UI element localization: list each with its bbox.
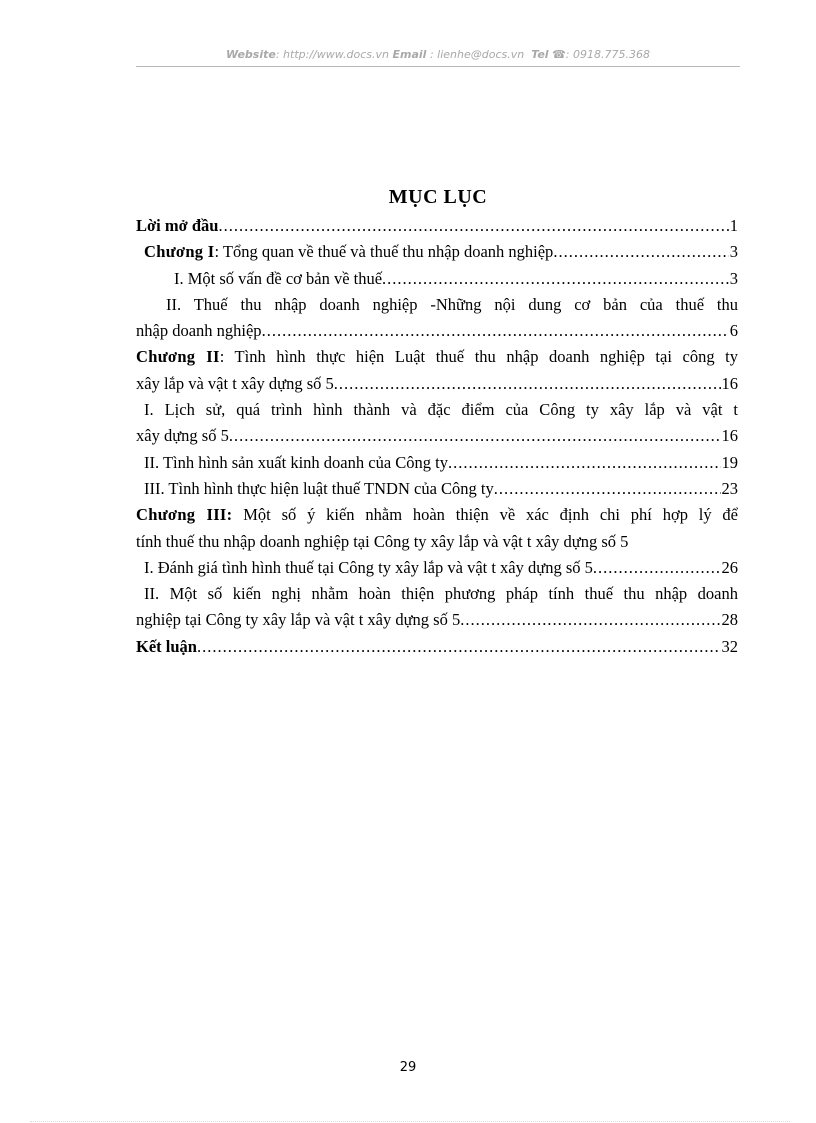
toc-entry-3-1: [136, 555, 738, 581]
toc-entry-2-3: [136, 476, 738, 502]
toc-text: : Tình hình thực hiện Luật thuế thu nhập doanh nghiệp tại công ty: [219, 347, 738, 367]
toc-text: nghiệp tại Công ty xây lắp và vật t xây dựng số 5: [136, 610, 461, 630]
website-url: : http://www.docs.vn: [275, 48, 390, 61]
table-of-contents: [136, 213, 738, 660]
dot-leader: [262, 318, 729, 344]
toc-page: 16: [721, 373, 738, 393]
chapter-label: Chương I: [144, 242, 215, 262]
email-label: Email: [392, 48, 427, 61]
toc-text: xây lắp và vật t xây dựng số 5: [136, 373, 334, 393]
tel-number: : 0918.775.368: [565, 48, 650, 61]
toc-page: 32: [721, 636, 738, 656]
toc-entry-chapter-3-line2: [136, 529, 738, 555]
toc-entry-2-1-line1: I. Lịch sử, quá trình hình thành và đặc điểm của Công ty xây lắp và vật t: [144, 400, 738, 420]
dot-leader: [334, 371, 721, 397]
toc-entry-intro: [136, 213, 738, 239]
dot-leader: [553, 239, 728, 265]
toc-text: Một số ý kiến nhằm hoàn thiện về xác định chi phí hợp lý để: [243, 505, 738, 525]
dot-leader: [460, 607, 720, 633]
toc-page: 1: [729, 216, 738, 235]
phone-icon: ☎: [552, 48, 566, 61]
page-title: MỤC LỤC: [388, 186, 488, 208]
email-address: : lienhe@docs.vn: [426, 48, 525, 61]
toc-text: xây dựng số 5: [136, 426, 229, 446]
chapter-label: Chương II: [136, 347, 220, 367]
dot-leader: [593, 555, 721, 581]
toc-text: III. Tình hình thực hiện luật thuế TNDN của Công ty: [144, 478, 494, 498]
toc-text: I. Đánh giá tình hình thuế tại Công ty xây lắp và vật t xây dựng số 5: [144, 557, 593, 577]
toc-entry-2-1-line2: [136, 423, 738, 449]
dot-leader: [448, 450, 721, 476]
toc-label: Lời mở đầu: [136, 216, 219, 235]
dot-leader: [494, 476, 721, 502]
toc-text: tính thuế thu nhập doanh nghiệp tại Công ty xây lắp và vật t xây dựng số 5: [136, 531, 629, 551]
page-number: 29: [399, 1060, 417, 1075]
dot-leader: [218, 213, 728, 239]
toc-entry-chapter-3-line1: [136, 502, 738, 528]
toc-page: 28: [721, 610, 738, 630]
toc-label: Kết luận: [136, 636, 197, 656]
toc-text: II. Tình hình sản xuất kinh doanh của Công ty: [144, 452, 448, 472]
toc-page: 6: [729, 321, 738, 341]
header-divider: [136, 66, 740, 67]
toc-page: 3: [729, 268, 738, 288]
toc-entry-1-1: [136, 266, 738, 292]
toc-text: : Tổng quan về thuế và thuế thu nhập doanh nghiệp: [214, 242, 554, 262]
toc-page: 26: [721, 557, 738, 577]
dot-leader: [382, 266, 729, 292]
toc-entry-chapter-2-line2: [136, 371, 738, 397]
toc-page: 3: [729, 242, 738, 262]
toc-entry-1-2-line1: II. Thuế thu nhập doanh nghiệp -Những nội dung cơ bản của thuế thu: [166, 294, 738, 314]
toc-entry-1-2-line2: [136, 318, 738, 344]
toc-text: nhập doanh nghiệp: [136, 321, 262, 341]
website-label: Website: [226, 48, 276, 61]
toc-page: 19: [721, 452, 738, 472]
page-bottom-divider: [30, 1121, 790, 1122]
dot-leader: [197, 634, 721, 660]
toc-entry-chapter-2-line1: [136, 344, 738, 370]
chapter-label: Chương III:: [136, 505, 233, 525]
toc-entry-conclusion: [136, 634, 738, 660]
dot-leader: [229, 423, 721, 449]
toc-text: I. Một số vấn đề cơ bản về thuế: [174, 268, 383, 288]
toc-page: 23: [721, 478, 738, 498]
toc-entry-3-2-line1: II. Một số kiến nghị nhằm hoàn thiện phương pháp tính thuế thu nhập doanh: [144, 584, 738, 604]
toc-entry-chapter-1: [136, 239, 738, 265]
tel-label: Tel: [531, 48, 549, 61]
page-header: [136, 48, 740, 61]
toc-page: 16: [721, 426, 738, 446]
toc-entry-2-2: [136, 450, 738, 476]
toc-entry-3-2-line2: [136, 607, 738, 633]
